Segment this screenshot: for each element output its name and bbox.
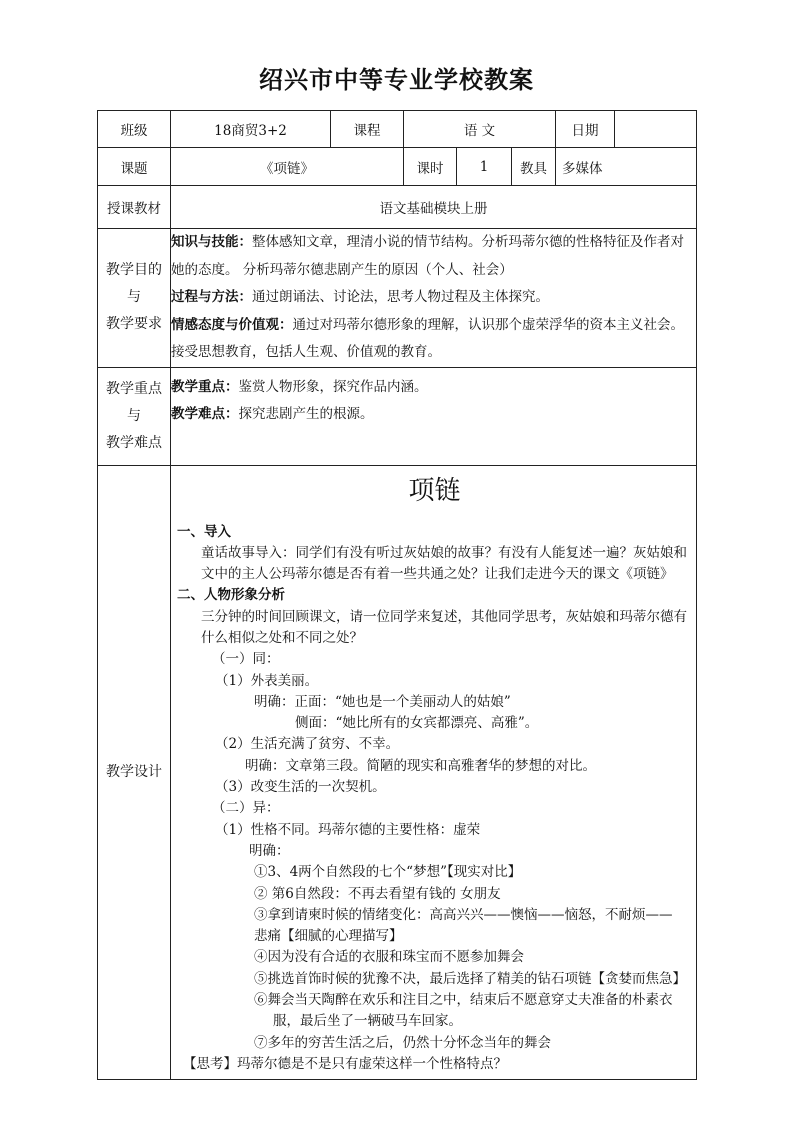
goals-content (171, 229, 697, 368)
think-question: 【思考】玛蒂尔德是不是只有虚荣这样一个性格特点？ (183, 1055, 507, 1072)
row-design (98, 465, 697, 1080)
list-item: （1）性格不同。玛蒂尔德的主要性格：虚荣 (215, 821, 481, 838)
emotion-goal: 情感态度与价值观：通过对玛蒂尔德形象的理解，认识那个虚荣浮华的资本主义社会。接受思想教育，包括人生观、价值观的教育。 (171, 316, 684, 360)
row-focus (98, 367, 697, 465)
row-textbook (98, 186, 697, 229)
goals-label: 教学目的 与 教学要求 (98, 229, 171, 368)
page-title: 绍兴市中等专业学校教案 (259, 66, 534, 94)
list-item: ④因为没有合适的衣服和珠宝而不愿参加舞会 (254, 949, 524, 966)
focus-content (171, 367, 697, 465)
knowledge-goal: 知识与技能：整体感知文章，理清小说的情节结构。分析玛蒂尔德的性格特征及作者对她的态度。 分析玛蒂尔德悲剧产生的原因（个人、社会） (171, 234, 684, 278)
section-analysis-heading: 二、人物形象分析 (177, 587, 285, 604)
date-label: 日期 (556, 111, 615, 148)
design-content (171, 465, 697, 1080)
class-value: 18商贸3+2 (171, 111, 331, 148)
list-item: ⑦多年的穷苦生活之后，仍然十分怀念当年的舞会 (254, 1034, 551, 1051)
hours-label: 课时 (404, 148, 457, 186)
list-item: 服，最后坐了一辆破马车回家。 (273, 1013, 462, 1030)
row-topic-info (98, 148, 697, 186)
design-label: 教学设计 (98, 465, 171, 1080)
same-heading: （一）同： (212, 651, 280, 668)
list-item: （1）外表美丽。 (215, 672, 319, 689)
list-item: 明确：正面：“她也是一个美丽动人的姑娘” (254, 693, 511, 710)
diff-heading: （二）异： (212, 800, 280, 817)
course-label: 课程 (331, 111, 404, 148)
process-goal: 过程与方法：通过朗诵法、讨论法，思考人物过程及主体探究。 (171, 289, 549, 305)
tools-value: 多媒体 (556, 148, 697, 186)
section-intro-heading: 一、导入 (177, 523, 231, 540)
section-analysis-text: 三分钟的时间回顾课文，请一位同学来复述，其他同学思考，灰姑娘和玛蒂尔德有什么相似之处和不同之处？ (201, 608, 687, 646)
list-item: ② 第6自然段：不再去看望有钱的 女朋友 (254, 885, 501, 902)
list-item: 侧面：“她比所有的女宾都漂亮、高雅”。 (295, 715, 539, 732)
list-item: 悲痛【细腻的心理描写】 (254, 928, 403, 945)
list-item: ⑥舞会当天陶醉在欢乐和注目之中，结束后不愿意穿丈夫准备的朴素衣 (254, 992, 673, 1009)
list-item: （3）改变生活的一次契机。 (215, 779, 386, 796)
textbook-label: 授课教材 (98, 186, 171, 229)
focus-label: 教学重点 与 教学难点 (98, 367, 171, 465)
list-item: ①3、4两个自然段的七个“梦想”【现实对比】 (254, 864, 522, 881)
section-intro-text: 童话故事导入：同学们有没有听过灰姑娘的故事？有没有人能复述一遍？灰姑娘和文中的主人公玛蒂尔德是否有着一些共通之处？让我们走进今天的课文《项链》 (201, 544, 687, 583)
class-label: 班级 (98, 111, 171, 148)
key-point: 教学重点：鉴赏人物形象，探究作品内涵。 (171, 378, 428, 395)
list-item: 明确：文章第三段。简陋的现实和高雅奢华的梦想的对比。 (245, 757, 596, 774)
topic-label: 课题 (98, 148, 171, 186)
list-item: 明确： (249, 842, 290, 859)
list-item: （2）生活充满了贫穷、不幸。 (215, 736, 400, 753)
row-goals (98, 229, 697, 368)
list-item: ③拿到请柬时候的情绪变化：高高兴兴——懊恼——恼怒，不耐烦—— (254, 906, 673, 923)
date-value (615, 111, 697, 148)
difficult-point: 教学难点：探究悲剧产生的根源。 (171, 406, 374, 422)
hours-value: 1 (457, 148, 512, 186)
textbook-value: 语文基础模块上册 (171, 186, 697, 229)
design-title: 项链 (408, 475, 461, 506)
tools-label: 教具 (512, 148, 556, 186)
row-class-info (98, 111, 697, 148)
course-value: 语 文 (404, 111, 556, 148)
lesson-plan-table (97, 110, 697, 1080)
list-item: ⑤挑选首饰时候的犹豫不决，最后选择了精美的钻石项链【贪婪而焦急】 (254, 970, 686, 987)
topic-value: 《项链》 (171, 148, 404, 186)
